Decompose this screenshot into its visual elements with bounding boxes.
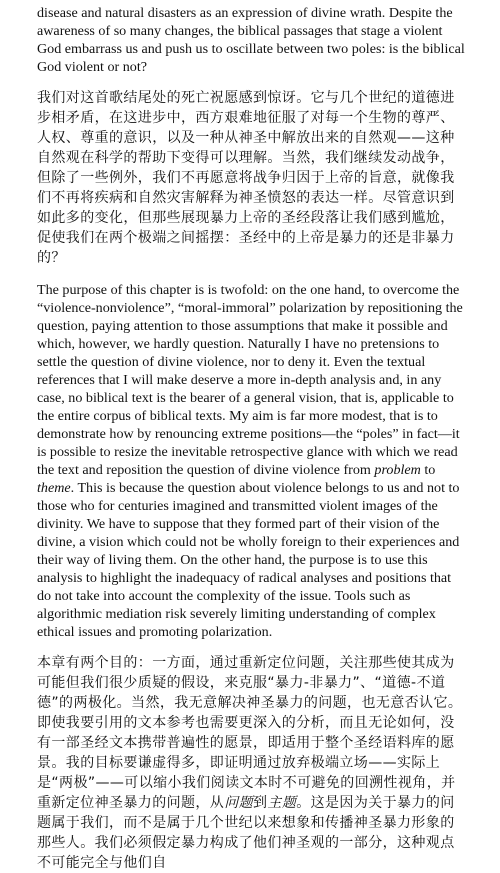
chinese-paragraph-2-text-b: 到 xyxy=(253,795,268,811)
english-paragraph-2-text-a: The purpose of this chapter is is twofold: on the one hand, to overcome the “violence-nonviolence”, “moral-immoral” polarization by repositioning the question, paying attention to those assumptions that make it possible and which, however, we hardly question. Naturally I have no pretensions to settle the question of divine violence, nor to deny it. Even the textual references that I will make deserve a more in-depth analysis and, in any case, no biblical text is the bearer of a general vision, that is, applicable to the entire corpus of biblical texts. My aim is far more modest, that is to demonstrate how by renouncing extreme positions—the “poles” in fact—it is possible to resize the inevitable retrospective glance with which we read the text and reposition the question of divine violence from xyxy=(37,282,463,478)
english-paragraph-2-text-b: to xyxy=(420,462,436,478)
chinese-paragraph-2-text-c: 。这是因为关于暴力的问题属于我们，而不是属于几个世纪以来想象和传播神圣暴力形象的那些人。我们必须假定暴力构成了他们神圣观的一部分，这种观点不可能完全与他们自 xyxy=(37,795,455,871)
english-paragraph-2 xyxy=(37,281,466,641)
english-paragraph-2-emphasis-problem: problem xyxy=(374,462,421,478)
chinese-paragraph-2-text-a: 本章有两个目的：一方面，通过重新定位问题，关注那些使其成为可能但我们很少质疑的假设，来克服“暴力-非暴力”、“道德-不道德”的两极化。当然，我无意解决神圣暴力的问题，也无意否认它。即使我要引用的文本参考也需要更深入的分析，而且无论如何，没有一部圣经文本携带普遍性的愿景，即适用于整个圣经语料库的愿景。我的目标要谦虚得多，即证明通过放弃极端立场——实际上是“两极”——可以缩小我们阅读文本时不可避免的回溯性视角，并重新定位神圣暴力的问题，从 xyxy=(37,655,463,811)
english-paragraph-2-emphasis-theme: theme xyxy=(37,480,71,496)
chinese-paragraph-2-emphasis-problem: 问题 xyxy=(224,795,254,811)
english-paragraph-1: disease and natural disasters as an expression of divine wrath. Despite the awareness of so many changes, the biblical passages that stage a violent God embarrass us and push us to oscillate between two poles: is the biblical God violent or not? xyxy=(37,5,465,75)
english-paragraph-2-text-c: . This is because the question about violence belongs to us and not to those who for centuries imagined and transmitted violent images of the divinity. We have to suppose that they formed part of their vision of the divine, a vision which could not be wholly foreign to their experiences and their way of living them. On the other hand, the purpose is to use this analysis to highlight the inadequacy of radical analyses and positions that do not take into account the complexity of the issue. Tools such as algorithmic mediation risk severely limiting understanding of complex ethical issues and promoting polarization. xyxy=(37,480,460,640)
chinese-paragraph-2 xyxy=(37,653,466,873)
chinese-paragraph-2-emphasis-theme: 主题 xyxy=(267,795,297,811)
chinese-paragraph-1: 我们对这首歌结尾处的死亡祝愿感到惊讶。它与几个世纪的道德进步相矛盾，在这进步中，西方艰难地征服了对每一个生物的尊严、人权、尊重的意识，以及一种从神圣中解放出来的自然观——这种自然观在科学的帮助下变得可以理解。当然，我们继续发动战争，但除了一些例外，我们不再愿意将战争归因于上帝的旨意，就像我们不再将疾病和自然灾害解释为神圣愤怒的表达一样。尽管意识到如此多的变化，但那些展现暴力上帝的圣经段落让我们感到尴尬，促使我们在两个极端之间摇摆：圣经中的上帝是暴力的还是非暴力的？ xyxy=(37,90,455,266)
